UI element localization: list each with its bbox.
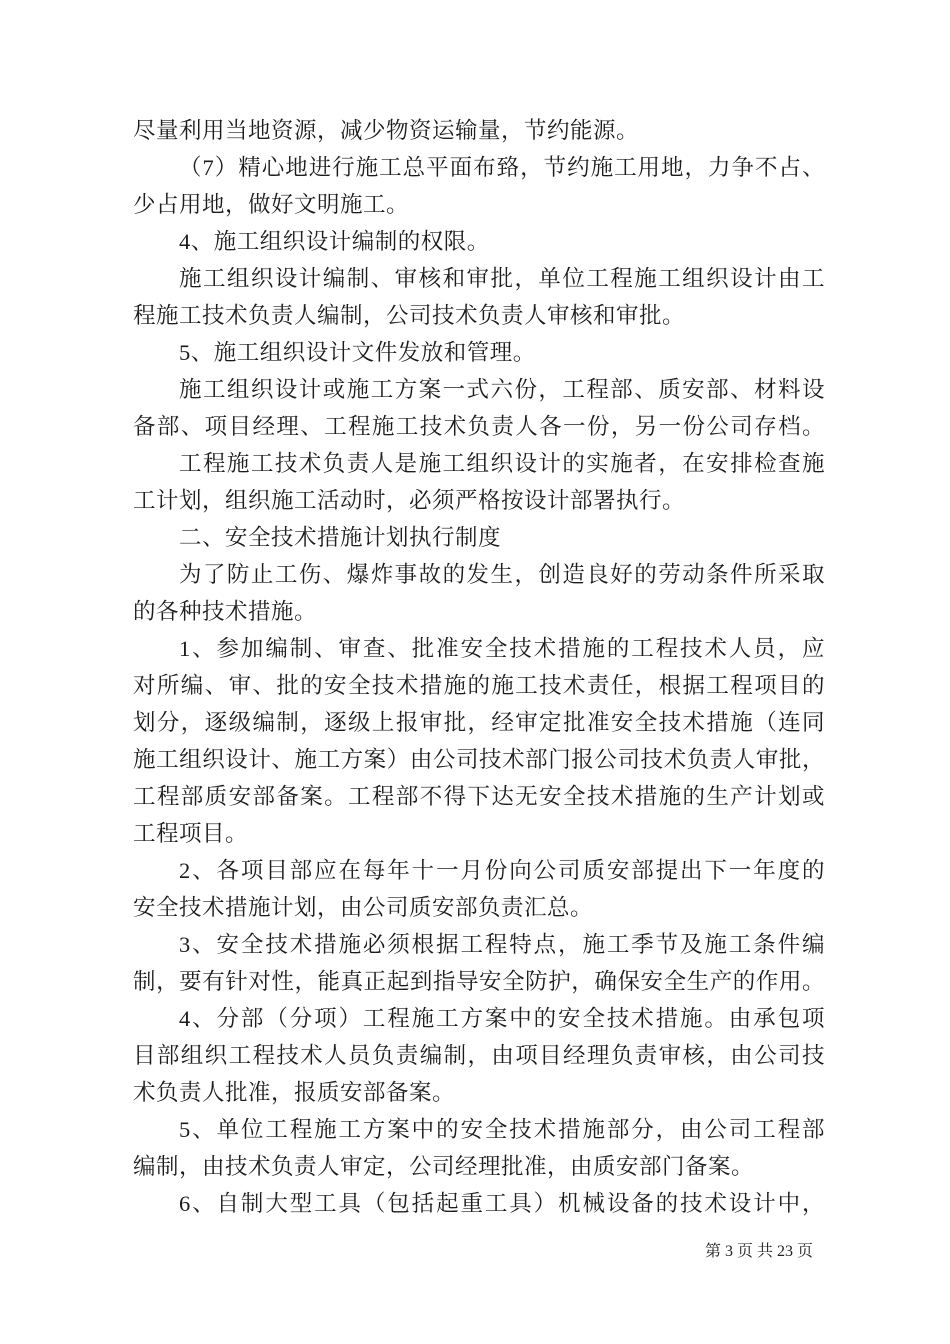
text-line: 目部组织工程技术人员负责编制，由项目经理负责审核，由公司技 <box>133 1043 825 1068</box>
text-line: 二、安全技术措施计划执行制度 <box>179 525 502 550</box>
text-line: 1、参加编制、审查、批准安全技术措施的工程技术人员，应 <box>179 636 825 661</box>
text-line: 安全技术措施计划，由公司质安部负责汇总。 <box>133 895 594 920</box>
text-line: 5、单位工程施工方案中的安全技术措施部分，由公司工程部 <box>179 1117 825 1142</box>
text-line: 编制，由技术负责人审定，公司经理批准，由质安部门备案。 <box>133 1154 755 1179</box>
text-line: 对所编、审、批的安全技术措施的施工技术责任，根据工程项目的 <box>133 673 825 698</box>
text-line: 尽量利用当地资源，减少物资运输量，节约能源。 <box>133 118 640 143</box>
text-line: 的各种技术措施。 <box>133 599 318 624</box>
text-line: 2、各项目部应在每年十一月份向公司质安部提出下一年度的 <box>179 858 825 883</box>
text-line: 施工组织设计或施工方案一式六份，工程部、质安部、材料设 <box>179 377 825 402</box>
text-line: 工程施工技术负责人是施工组织设计的实施者，在安排检查施 <box>179 451 825 476</box>
text-line: 备部、项目经理、工程施工技术负责人各一份，另一份公司存档。 <box>133 414 825 439</box>
text-line: 制，要有针对性，能真正起到指导安全防护，确保安全生产的作用。 <box>133 969 825 994</box>
text-line: 4、分部（分项）工程施工方案中的安全技术措施。由承包项 <box>179 1006 825 1031</box>
text-line: 工程部质安部备案。工程部不得下达无安全技术措施的生产计划或 <box>133 784 825 809</box>
text-line: 5、施工组织设计文件发放和管理。 <box>179 340 536 365</box>
text-line: 工程项目。 <box>133 821 249 846</box>
text-line: 3、安全技术措施必须根据工程特点，施工季节及施工条件编 <box>179 932 825 957</box>
text-line: 为了防止工伤、爆炸事故的发生，创造良好的劳动条件所采取 <box>179 562 825 587</box>
text-line: 划分，逐级编制，逐级上报审批，经审定批准安全技术措施（连同 <box>133 710 825 735</box>
text-line: 6、自制大型工具（包括起重工具）机械设备的技术设计中， <box>179 1191 825 1216</box>
text-line: 施工组织设计编制、审核和审批，单位工程施工组织设计由工 <box>179 266 825 291</box>
page-number-text: 第 3 页 共 23 页 <box>704 1243 813 1260</box>
text-line: 4、施工组织设计编制的权限。 <box>179 229 490 254</box>
text-line: （7）精心地进行施工总平面布臵，节约施工用地，力争不占、 <box>179 155 825 180</box>
text-line: 术负责人批准，报质安部备案。 <box>133 1080 456 1105</box>
text-line: 少占用地，做好文明施工。 <box>133 192 410 217</box>
text-line: 工计划，组织施工活动时，必须严格按设计部署执行。 <box>133 488 686 513</box>
document-body <box>133 112 825 1222</box>
text-line: 施工组织设计、施工方案）由公司技术部门报公司技术负责人审批， <box>133 747 825 772</box>
page-footer <box>133 1241 813 1263</box>
text-line: 程施工技术负责人编制，公司技术负责人审核和审批。 <box>133 303 686 328</box>
